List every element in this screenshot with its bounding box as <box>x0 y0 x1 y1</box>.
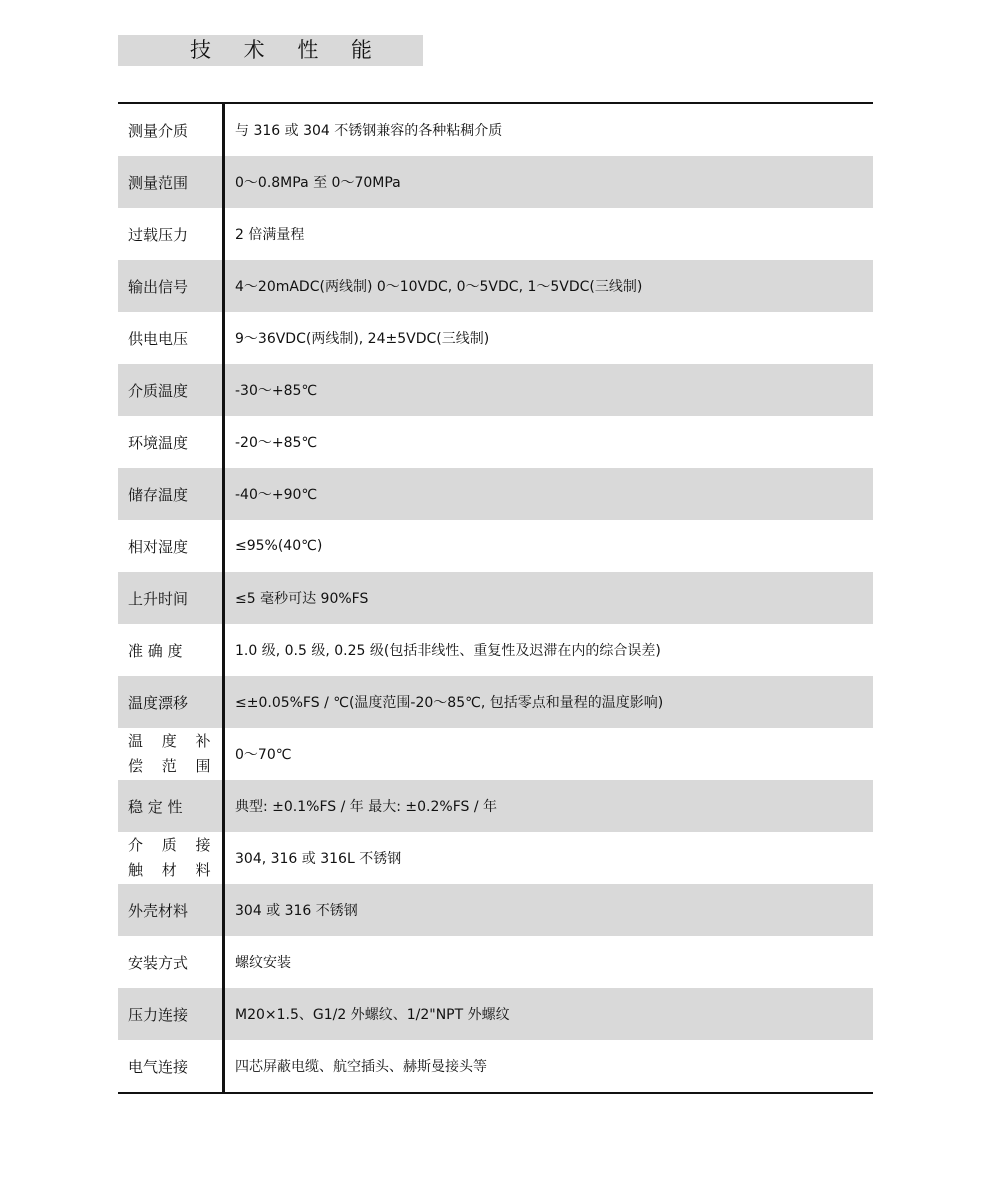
spec-label: 储存温度 <box>128 485 189 504</box>
spec-label: 温度漂移 <box>128 693 189 712</box>
spec-label-line: 触 材 料 <box>128 861 218 879</box>
spec-row-output-signal <box>118 260 873 312</box>
spec-table <box>118 102 873 1094</box>
spec-value: ≤95%(40℃) <box>222 520 873 572</box>
section-header <box>118 35 423 66</box>
spec-row-pressure-connection <box>118 988 873 1040</box>
spec-label: 稳 定 性 <box>128 797 183 816</box>
spec-label <box>118 728 222 780</box>
spec-value: ≤5 毫秒可达 90%FS <box>222 572 873 624</box>
spec-label-line: 介 质 接 <box>128 836 218 854</box>
spec-label: 准 确 度 <box>128 641 183 660</box>
spec-value: 与 316 或 304 不锈钢兼容的各种粘稠介质 <box>222 104 873 156</box>
spec-label-line: 偿 范 围 <box>128 757 218 775</box>
spec-row-electrical-connection <box>118 1040 873 1092</box>
spec-value: ≤±0.05%FS / ℃(温度范围-20～85℃, 包括零点和量程的温度影响) <box>222 676 873 728</box>
spec-row-medium-temperature <box>118 364 873 416</box>
spec-label: 外壳材料 <box>128 901 189 920</box>
spec-value: 0～0.8MPa 至 0～70MPa <box>222 156 873 208</box>
spec-value: 典型: ±0.1%FS / 年 最大: ±0.2%FS / 年 <box>222 780 873 832</box>
spec-value: 304 或 316 不锈钢 <box>222 884 873 936</box>
spec-row-housing-material <box>118 884 873 936</box>
spec-label: 供电电压 <box>128 329 189 348</box>
spec-row-relative-humidity <box>118 520 873 572</box>
spec-label-line: 温 度 补 <box>128 732 218 750</box>
spec-label: 环境温度 <box>128 433 189 452</box>
spec-value: -40～+90℃ <box>222 468 873 520</box>
spec-row-overload-pressure <box>118 208 873 260</box>
spec-label <box>118 832 222 884</box>
spec-label: 电气连接 <box>128 1057 189 1076</box>
spec-label: 测量介质 <box>128 121 189 140</box>
spec-value: 0～70℃ <box>222 728 873 780</box>
spec-value: 9～36VDC(两线制), 24±5VDC(三线制) <box>222 312 873 364</box>
spec-label: 相对湿度 <box>128 537 189 556</box>
spec-row-stability <box>118 780 873 832</box>
spec-row-rise-time <box>118 572 873 624</box>
spec-row-storage-temperature <box>118 468 873 520</box>
spec-row-wetted-material <box>118 832 873 884</box>
spec-value: 2 倍满量程 <box>222 208 873 260</box>
spec-value: 304, 316 或 316L 不锈钢 <box>222 832 873 884</box>
spec-row-supply-voltage <box>118 312 873 364</box>
spec-value: M20×1.5、G1/2 外螺纹、1/2"NPT 外螺纹 <box>222 988 873 1040</box>
spec-label: 介质温度 <box>128 381 189 400</box>
spec-value: 1.0 级, 0.5 级, 0.25 级(包括非线性、重复性及迟滞在内的综合误差) <box>222 624 873 676</box>
spec-label: 过载压力 <box>128 225 189 244</box>
spec-row-temperature-drift <box>118 676 873 728</box>
spec-value: 四芯屏蔽电缆、航空插头、赫斯曼接头等 <box>222 1040 873 1092</box>
spec-row-measured-medium <box>118 104 873 156</box>
spec-value: -20～+85℃ <box>222 416 873 468</box>
spec-row-compensation-range <box>118 728 873 780</box>
spec-label: 安装方式 <box>128 953 189 972</box>
section-title: 技 术 性 能 <box>190 38 386 62</box>
spec-row-ambient-temperature <box>118 416 873 468</box>
spec-value: -30～+85℃ <box>222 364 873 416</box>
spec-label: 上升时间 <box>128 589 189 608</box>
spec-row-measuring-range <box>118 156 873 208</box>
spec-value: 4～20mADC(两线制) 0～10VDC, 0～5VDC, 1～5VDC(三线制) <box>222 260 873 312</box>
spec-label: 输出信号 <box>128 277 189 296</box>
spec-label: 压力连接 <box>128 1005 189 1024</box>
spec-label: 测量范围 <box>128 173 189 192</box>
spec-row-accuracy <box>118 624 873 676</box>
spec-value: 螺纹安装 <box>222 936 873 988</box>
spec-row-installation <box>118 936 873 988</box>
